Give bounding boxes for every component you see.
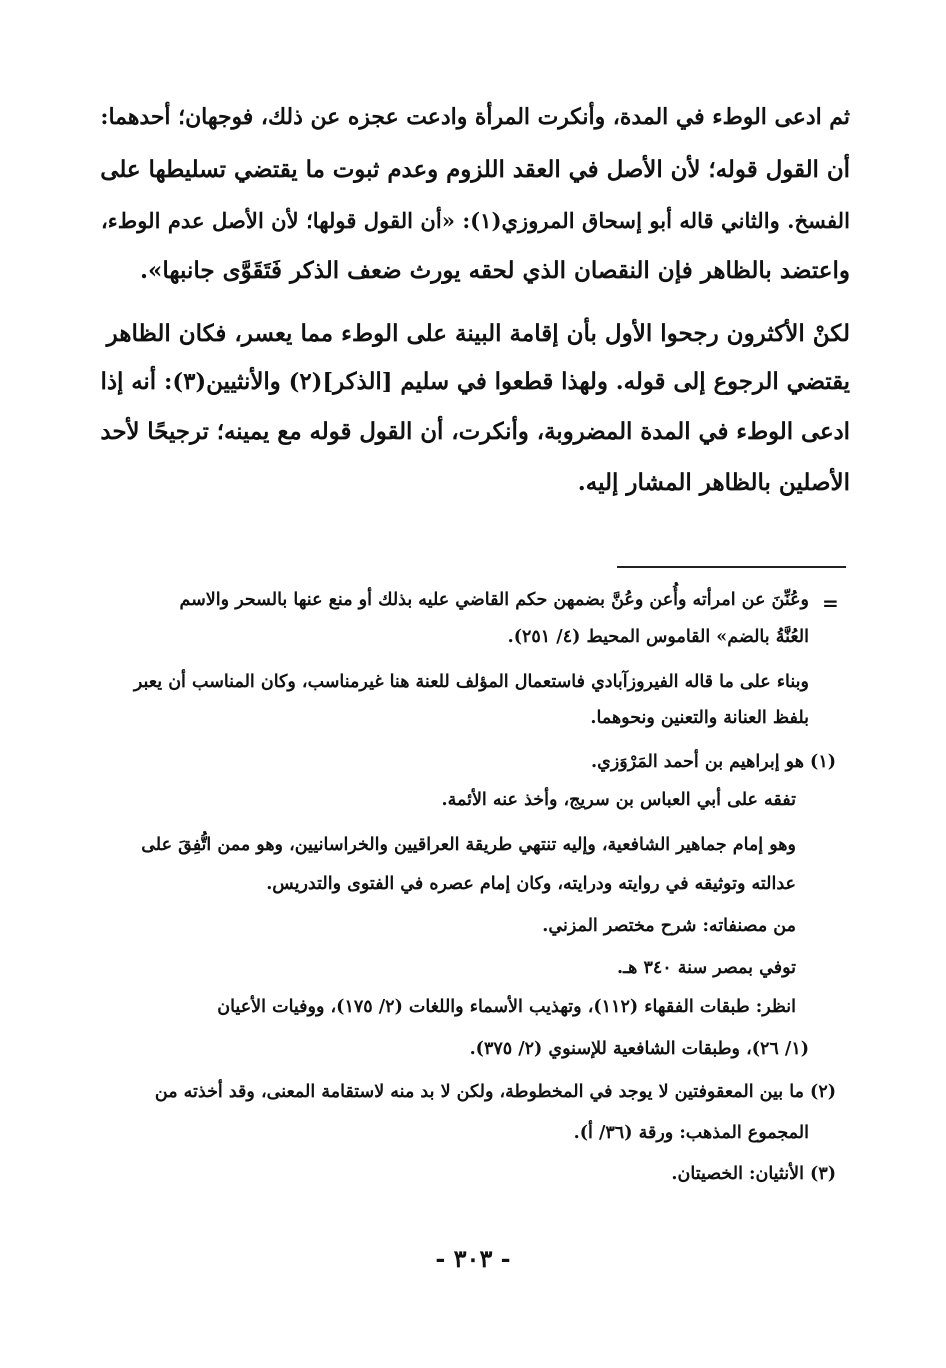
footnote-line: توفي بمصر سنة ٣٤٠ هـ. bbox=[616, 958, 796, 978]
footnote-line: من مصنفاته: شرح مختصر المزني. bbox=[542, 916, 796, 936]
main-text-line: الأصلين بالظاهر المشار إليه. bbox=[577, 469, 850, 496]
footnote-line: بلفظ العنانة والتعنين ونحوهما. bbox=[590, 708, 809, 728]
main-text-line: لكنْ الأكثرون رجحوا الأول بأن إقامة البينة على الوطء مما يعسر، فكان الظاهر bbox=[106, 320, 850, 347]
footnote-line: (١) هو إبراهيم بن أحمد المَرْوَزي. bbox=[591, 752, 836, 772]
footnote-line: وهو إمام جماهير الشافعية، وإليه تنتهي طريقة العراقيين والخراسانيين، وهو ممن اتُّفِقَ على bbox=[141, 835, 796, 855]
main-text-line: الفسخ. والثاني قاله أبو إسحاق المروزي(١): «أن القول قولها؛ لأن الأصل عدم الوطء، bbox=[100, 208, 850, 233]
main-text-line: ثم ادعى الوطء في المدة، وأنكرت المرأة وادعت عجزه عن ذلك، فوجهان؛ أحدهما: bbox=[100, 104, 850, 130]
footnote-line: العُنَّةُ بالضم» القاموس المحيط (٤/ ٢٥١). bbox=[507, 627, 809, 647]
footnote-line: تفقه على أبي العباس بن سريج، وأخذ عنه الأئمة. bbox=[441, 790, 796, 810]
footnote-line: المجموع المذهب: ورقة (٣٦/ أ). bbox=[573, 1123, 809, 1143]
page-number: - ٣٠٣ - bbox=[435, 1244, 511, 1273]
main-text-line: يقتضي الرجوع إلى قوله. ولهذا قطعوا في سليم [الذكر](٢) والأنثيين(٣): أنه إذا bbox=[100, 369, 850, 395]
main-text-line: واعتضد بالظاهر فإن النقصان الذي لحقه يورث ضعف الذكر فَتَقَوَّى جانبها». bbox=[140, 257, 850, 284]
footnote-line: وعُنِّنَ عن امرأته وأُعن وعُنَّ بضمهن حكم القاضي عليه بذلك أو منع عنها بالسحر والاسم bbox=[179, 590, 809, 610]
footnote-line: (٢) ما بين المعقوفتين لا يوجد في المخطوطة، ولكن لا بد منه لاستقامة المعنى، وقد أخذته من bbox=[154, 1082, 836, 1102]
footnote-line: وبناء على ما قاله الفيروزآبادي فاستعمال المؤلف للعنة هنا غيرمناسب، وكان المناسب أن يعبر bbox=[133, 672, 809, 692]
footnote-line: (١/ ٢٦)، وطبقات الشافعية للإسنوي (٢/ ٣٧٥). bbox=[469, 1039, 809, 1059]
main-text-line: أن القول قوله؛ لأن الأصل في العقد اللزوم وعدم ثبوت ما يقتضي تسليطها على bbox=[100, 157, 850, 183]
main-text-line: ادعى الوطء في المدة المضروبة، وأنكرت، أن القول قوله مع يمينه؛ ترجيحًا لأحد bbox=[100, 419, 850, 445]
footnote-continuation-mark: = bbox=[822, 591, 839, 615]
footnote-line: (٣) الأنثيان: الخصيتان. bbox=[671, 1164, 836, 1184]
footnote-line: انظر: طبقات الفقهاء (١١٢)، وتهذيب الأسماء واللغات (٢/ ١٧٥)، ووفيات الأعيان bbox=[217, 997, 796, 1017]
footnote-separator bbox=[617, 566, 846, 568]
footnote-line: عدالته وتوثيقه في روايته ودرايته، وكان إمام عصره في الفتوى والتدريس. bbox=[266, 874, 796, 894]
